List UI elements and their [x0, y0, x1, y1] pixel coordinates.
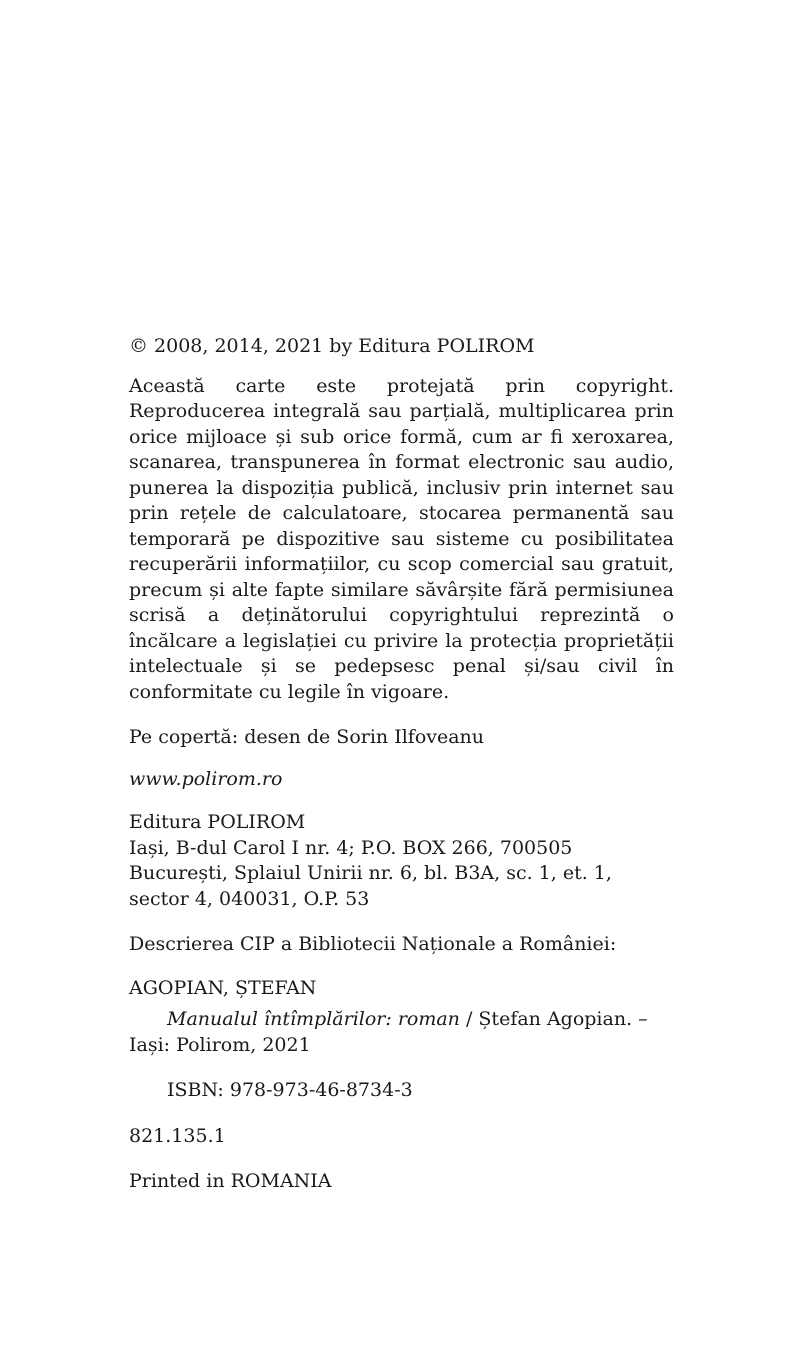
udc-code: 821.135.1: [129, 1124, 226, 1147]
printed-in: Printed in ROMANIA: [129, 1170, 332, 1192]
isbn: ISBN: 978-973-46-8734-3: [167, 1079, 413, 1101]
cover-credit: Pe copertă: desen de Sorin Ilfoveanu: [129, 726, 485, 748]
address-bucuresti-line2: sector 4, 040031, O.P. 53: [129, 887, 370, 910]
cip-title-line: [129, 1007, 674, 1033]
cip-book-title: Manualul întîmplărilor: roman: [167, 1008, 460, 1030]
copyright-line: © 2008, 2014, 2021 by Editura POLIROM: [129, 335, 535, 357]
cip-heading: Descrierea CIP a Bibliotecii Naționale a României:: [129, 933, 617, 955]
website-link[interactable]: www.polirom.ro: [129, 767, 283, 790]
publisher-name: Editura POLIROM: [129, 811, 306, 833]
publisher-address: [129, 810, 674, 912]
address-bucuresti-line1: București, Splaiul Unirii nr. 6, bl. B3A, sc. 1, et. 1,: [129, 862, 612, 884]
legal-notice: Această carte este protejată prin copyright. Reproducerea integrală sau parțială, multiplicarea prin orice mijloace și sub orice formă, cum ar fi xeroxarea, scanarea, transpunerea în format electronic sau audio, punerea la dispoziția publică, inclusiv prin internet sau prin rețele de calculatoare, stocarea permanentă sau temporară pe dispozitive sau sisteme cu posibilitatea recuperării informațiilor, cu scop comercial sau gratuit, precum și alte fapte similare săvârșite fără permisiunea scrisă a deținătorului copyrightului reprezintă o încălcare a legislației cu privire la protecția proprietății intelectuale și se pedepsesc penal și/sau civil în conformitate cu legile în vigoare.: [129, 374, 674, 703]
imprint-page: [129, 334, 674, 1195]
cip-responsibility: / Ștefan Agopian. –: [459, 1008, 648, 1030]
cip-author: AGOPIAN, ȘTEFAN: [129, 976, 317, 999]
cip-imprint: Iași: Polirom, 2021: [129, 1033, 311, 1056]
cip-entry: [129, 1007, 674, 1058]
address-iasi: Iași, B-dul Carol I nr. 4; P.O. BOX 266, 700505: [129, 836, 573, 859]
